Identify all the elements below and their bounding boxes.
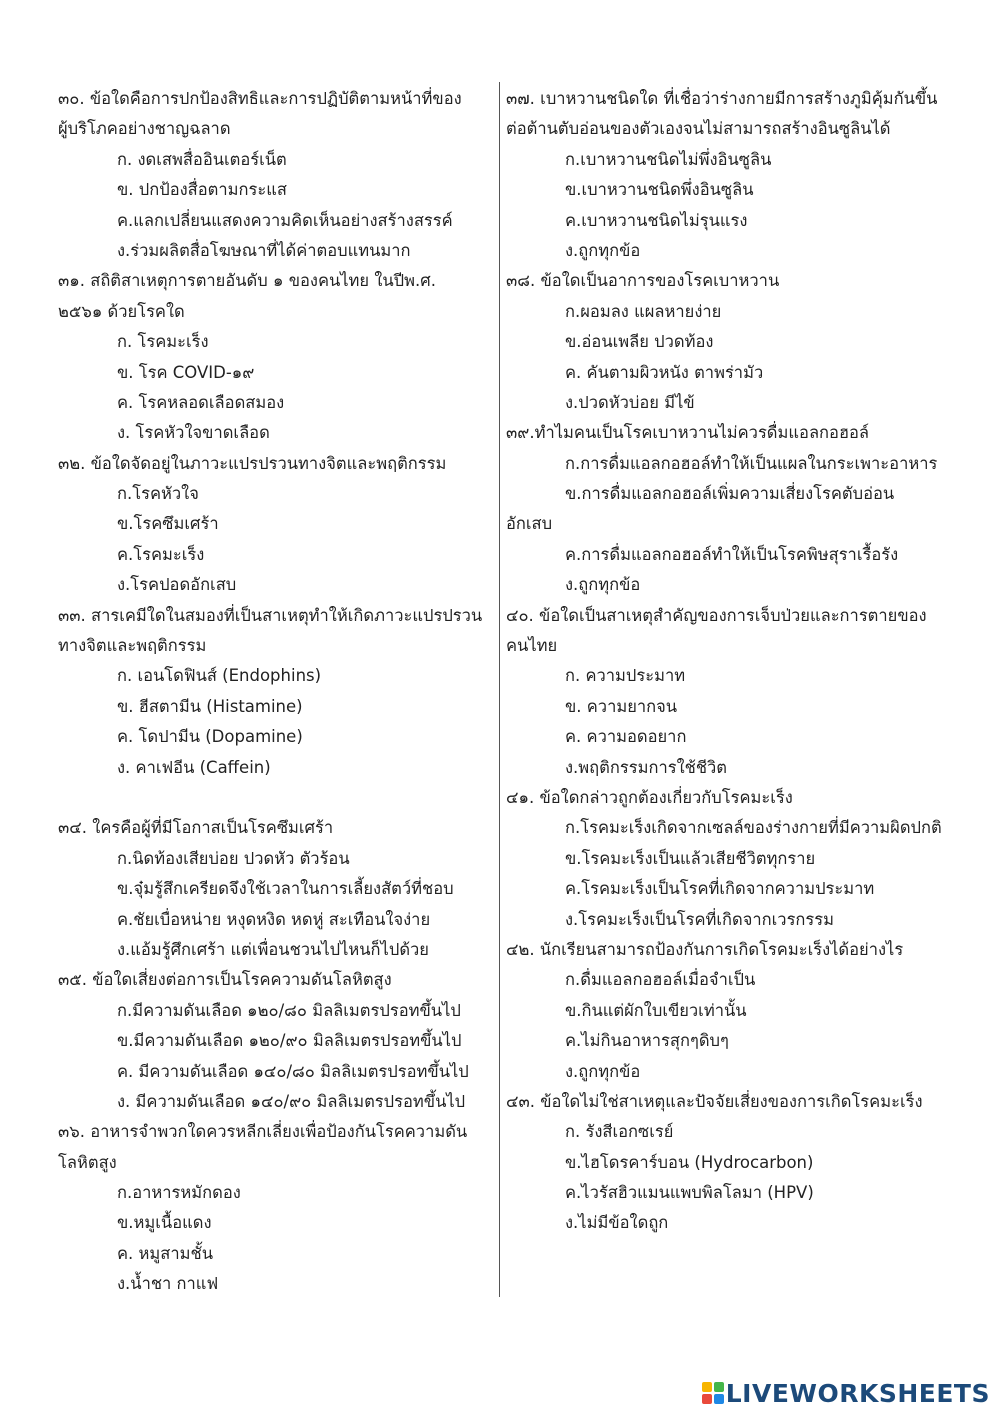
question-stem: ๒๕๖๑ ด้วยโรคใด <box>58 301 185 321</box>
question-30 <box>58 84 498 266</box>
answer-option[interactable]: ง.ร่วมผลิตสื่อโฆษณาที่ได้ค่าตอบแทนมาก <box>117 240 411 260</box>
question-43 <box>506 1087 948 1239</box>
answer-option[interactable]: ง.ถูกทุกข้อ <box>565 575 641 595</box>
question-stem: ๓๖. อาหารจำพวกใดควรหลีกเลี่ยงเพื่อป้องกันโรคความดัน <box>58 1122 468 1142</box>
answer-option[interactable]: ค. โดปามีน (Dopamine) <box>117 727 303 747</box>
question-stem: ๓๒. ข้อใดจัดอยู่ในภาวะแปรปรวนทางจิตและพฤติกรรม <box>58 453 447 473</box>
answer-option[interactable]: ข.ไฮโดรคาร์บอน (Hydrocarbon) <box>565 1152 814 1172</box>
answer-option[interactable]: ก. เอนโดฟินส์ (Endophins) <box>117 666 322 686</box>
answer-option[interactable]: ค.ไวรัสฮิวแมนแพบพิลโลมา (HPV) <box>565 1183 814 1203</box>
answer-option[interactable]: ก. งดเสพสื่ออินเตอร์เน็ต <box>117 149 287 169</box>
left-column <box>58 84 498 1300</box>
answer-option[interactable]: ก. รังสีเอกซเรย์ <box>565 1122 674 1142</box>
answer-option[interactable]: ข.จุ๋มรู้สึกเครียดจึงใช้เวลาในการเลี้ยงสัตว์ที่ชอบ <box>117 879 454 899</box>
question-32 <box>58 449 498 601</box>
question-37 <box>506 84 948 266</box>
answer-option[interactable]: ค.ไม่กินอาหารสุกๆดิบๆ <box>565 1031 729 1051</box>
answer-option[interactable]: ก.โรคหัวใจ <box>117 484 199 504</box>
answer-option-wrap: อักเสบ <box>506 514 553 534</box>
question-stem: ๓๐. ข้อใดคือการปกป้องสิทธิและการปฏิบัติตามหน้าที่ของ <box>58 89 462 108</box>
answer-option[interactable]: ง. โรคหัวใจขาดเลือด <box>117 423 270 443</box>
answer-option[interactable]: ก.นิดท้องเสียบ่อย ปวดหัว ตัวร้อน <box>117 848 350 868</box>
answer-option[interactable]: ข. ฮีสตามีน (Histamine) <box>117 696 303 716</box>
question-stem: ๓๑. สถิติสาเหตุการตายอันดับ ๑ ของคนไทย ในปีพ.ศ. <box>58 271 436 291</box>
answer-option[interactable]: ง.แอ้มรู้ศึกเศร้า แต่เพื่อนชวนไปไหนก็ไปด้วย <box>117 939 429 959</box>
question-stem: ๔๒. นักเรียนสามารถป้องกันการเกิดโรคมะเร็งได้อย่างไร <box>506 939 904 959</box>
answer-option[interactable]: ข.กินแต่ผักใบเขียวเท่านั้น <box>565 1000 747 1020</box>
answer-option[interactable]: ค. หมูสามชั้น <box>117 1243 213 1263</box>
answer-option[interactable]: ง.พฤติกรรมการใช้ชีวิต <box>565 757 728 777</box>
answer-option[interactable]: ก.อาหารหมักดอง <box>117 1183 241 1203</box>
right-column <box>506 84 948 1239</box>
answer-option[interactable]: ง.น้ำชา กาแฟ <box>117 1274 219 1294</box>
answer-option[interactable]: ข.โรคมะเร็งเป็นแล้วเสียชีวิตทุกราย <box>565 848 816 868</box>
liveworksheets-logo-icon <box>702 1382 724 1404</box>
question-stem: ผู้บริโภคอย่างชาญฉลาด <box>58 119 231 139</box>
answer-option[interactable]: ค.การดื่มแอลกอฮอล์ทำให้เป็นโรคพิษสุราเรื้อรัง <box>565 544 899 564</box>
answer-option[interactable]: ค. โรคหลอดเลือดสมอง <box>117 392 285 412</box>
answer-option[interactable]: ค.โรคมะเร็ง <box>117 544 205 564</box>
answer-option[interactable]: ข.การดื่มแอลกอฮอล์เพิ่มความเสี่ยงโรคตับอ่อน <box>565 484 895 504</box>
answer-option[interactable]: ง.ถูกทุกข้อ <box>565 240 641 260</box>
answer-option[interactable]: ข.มีความดันเลือด ๑๒๐/๙๐ มิลลิเมตรปรอทขึ้นไป <box>117 1031 462 1051</box>
answer-option[interactable]: ข. ความยากจน <box>565 696 678 716</box>
question-stem: ๔๐. ข้อใดเป็นสาเหตุสำคัญของการเจ็บป่วยและการตายของ <box>506 605 927 625</box>
question-stem: ทางจิตและพฤติกรรม <box>58 636 207 656</box>
answer-option[interactable]: ค.ชัยเบื่อหน่าย หงุดหงิด หดหู่ สะเทือนใจง่าย <box>117 909 431 929</box>
answer-option[interactable]: ค.โรคมะเร็งเป็นโรคที่เกิดจากความประมาท <box>565 879 875 899</box>
column-divider <box>499 82 500 1297</box>
answer-option[interactable]: ข.โรคซึมเศร้า <box>117 514 219 534</box>
answer-option[interactable]: ก.ดื่มแอลกอฮอล์เมื่อจำเป็น <box>565 970 756 990</box>
answer-option[interactable]: ก.ผอมลง แผลหายง่าย <box>565 301 722 321</box>
question-stem: ๔๓. ข้อใดไม่ใช่สาเหตุและปัจจัยเสี่ยงของการเกิดโรคมะเร็ง <box>506 1091 923 1111</box>
question-38 <box>506 266 948 418</box>
question-stem: ๓๓. สารเคมีใดในสมองที่เป็นสาเหตุทำให้เกิดภาวะแปรปรวน <box>58 605 483 625</box>
answer-option[interactable]: ข.เบาหวานชนิดพึ่งอินซูลิน <box>565 180 754 200</box>
question-39 <box>506 418 948 600</box>
answer-option[interactable]: ง. คาเฟอีน (Caffein) <box>117 757 271 777</box>
question-stem: ๓๗. เบาหวานชนิดใด ที่เชื่อว่าร่างกายมีการสร้างภูมิคุ้มกันขึ้น <box>506 89 938 108</box>
answer-option[interactable]: ค.เบาหวานชนิดไม่รุนแรง <box>565 210 748 230</box>
answer-option[interactable]: ค. คันตามผิวหนัง ตาพร่ามัว <box>565 362 764 382</box>
answer-option[interactable]: ก. โรคมะเร็ง <box>117 332 209 352</box>
answer-option[interactable]: ง.โรคมะเร็งเป็นโรคที่เกิดจากเวรกรรม <box>565 909 835 929</box>
question-stem: ๓๕. ข้อใดเสี่ยงต่อการเป็นโรคความดันโลหิตสูง <box>58 970 392 990</box>
question-41 <box>506 783 948 935</box>
question-stem: ๓๙.ทำไมคนเป็นโรคเบาหวานไม่ควรดื่มแอลกอฮอล์ <box>506 423 870 443</box>
answer-option[interactable]: ง.โรคปอดอักเสบ <box>117 575 237 595</box>
answer-option[interactable]: ข.หมูเนื้อแดง <box>117 1213 212 1233</box>
answer-option[interactable]: ค. ความอดอยาก <box>565 727 687 747</box>
question-33 <box>58 601 498 814</box>
answer-option[interactable]: ข. โรค COVID-๑๙ <box>117 362 255 382</box>
question-stem: ๓๘. ข้อใดเป็นอาการของโรคเบาหวาน <box>506 271 780 291</box>
question-stem: ๓๔. ใครคือผู้ที่มีโอกาสเป็นโรคซึมเศร้า <box>58 818 334 838</box>
answer-option[interactable]: ก.มีความดันเลือด ๑๒๐/๘๐ มิลลิเมตรปรอทขึ้นไป <box>117 1000 461 1020</box>
answer-option[interactable]: ง.ถูกทุกข้อ <box>565 1061 641 1081</box>
answer-option[interactable]: ค. มีความดันเลือด ๑๔๐/๘๐ มิลลิเมตรปรอทขึ้นไป <box>117 1061 469 1081</box>
question-stem: โลหิตสูง <box>58 1152 117 1172</box>
answer-option[interactable]: ง.ปวดหัวบ่อย มีไข้ <box>565 392 695 412</box>
brand-name: LIVEWORKSHEETS <box>725 1378 990 1408</box>
question-34 <box>58 813 498 965</box>
question-stem: ๔๑. ข้อใดกล่าวถูกต้องเกี่ยวกับโรคมะเร็ง <box>506 787 793 807</box>
question-stem: ต่อต้านตับอ่อนของตัวเองจนไม่สามารถสร้างอินซูลินได้ <box>506 119 891 139</box>
question-42 <box>506 935 948 1087</box>
answer-option[interactable]: ก.เบาหวานชนิดไม่พึ่งอินซูลิน <box>565 149 772 169</box>
question-35 <box>58 965 498 1117</box>
answer-option[interactable]: ก.โรคมะเร็งเกิดจากเซลล์ของร่างกายที่มีความผิดปกติ <box>565 818 942 838</box>
answer-option[interactable]: ง. มีความดันเลือด ๑๔๐/๙๐ มิลลิเมตรปรอทขึ้นไป <box>117 1091 466 1111</box>
blank-line <box>58 783 498 813</box>
question-36 <box>58 1117 498 1299</box>
question-40 <box>506 601 948 783</box>
question-31 <box>58 266 498 448</box>
answer-option[interactable]: ก.การดื่มแอลกอฮอล์ทำให้เป็นแผลในกระเพาะอาหาร <box>565 453 938 473</box>
answer-option[interactable]: ง.ไม่มีข้อใดถูก <box>565 1213 669 1233</box>
question-stem: คนไทย <box>506 636 558 656</box>
liveworksheets-brand[interactable] <box>702 1378 990 1408</box>
answer-option[interactable]: ข. ปกป้องสื่อตามกระแส <box>117 180 287 200</box>
answer-option[interactable]: ค.แลกเปลี่ยนแสดงความคิดเห็นอย่างสร้างสรรค์ <box>117 210 453 230</box>
answer-option[interactable]: ข.อ่อนเพลีย ปวดท้อง <box>565 332 714 352</box>
answer-option[interactable]: ก. ความประมาท <box>565 666 686 686</box>
